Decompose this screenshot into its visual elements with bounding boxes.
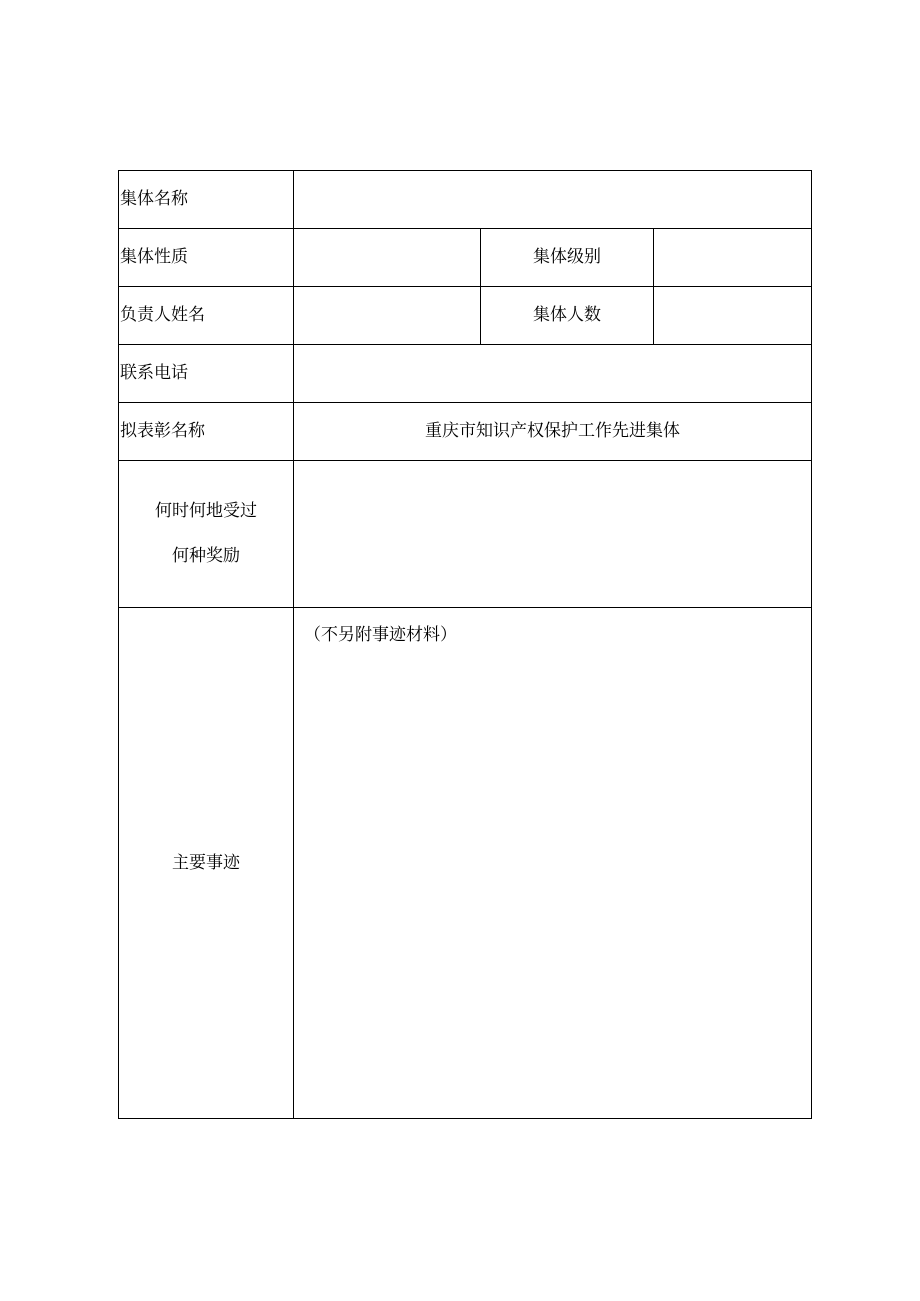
leader-name-field[interactable] (294, 287, 481, 345)
collective-name-field[interactable] (294, 171, 812, 229)
leader-name-label: 负责人姓名 (119, 287, 294, 345)
main-deeds-label: 主要事迹 (119, 608, 294, 1119)
phone-label: 联系电话 (119, 345, 294, 403)
phone-field[interactable] (294, 345, 812, 403)
award-title-value: 重庆市知识产权保护工作先进集体 (294, 403, 812, 461)
main-deeds-field[interactable] (294, 608, 812, 1119)
row-award-title (119, 403, 812, 461)
row-collective-nature (119, 229, 812, 287)
member-count-field[interactable] (654, 287, 812, 345)
member-count-label: 集体人数 (481, 287, 654, 345)
past-awards-label-line1: 何时何地受过 (155, 501, 257, 521)
nomination-form-table (118, 170, 812, 1119)
row-main-deeds (119, 608, 812, 1119)
row-past-awards (119, 461, 812, 608)
past-awards-label-line2: 何种奖励 (172, 546, 240, 566)
collective-name-label: 集体名称 (119, 171, 294, 229)
collective-level-label: 集体级别 (481, 229, 654, 287)
past-awards-label (119, 461, 294, 608)
collective-nature-field[interactable] (294, 229, 481, 287)
award-title-label: 拟表彰名称 (119, 403, 294, 461)
collective-level-field[interactable] (654, 229, 812, 287)
collective-nature-label: 集体性质 (119, 229, 294, 287)
row-collective-name (119, 171, 812, 229)
row-leader-name (119, 287, 812, 345)
past-awards-field[interactable] (294, 461, 812, 608)
row-phone (119, 345, 812, 403)
main-deeds-note: （不另附事迹材料） (304, 625, 457, 645)
